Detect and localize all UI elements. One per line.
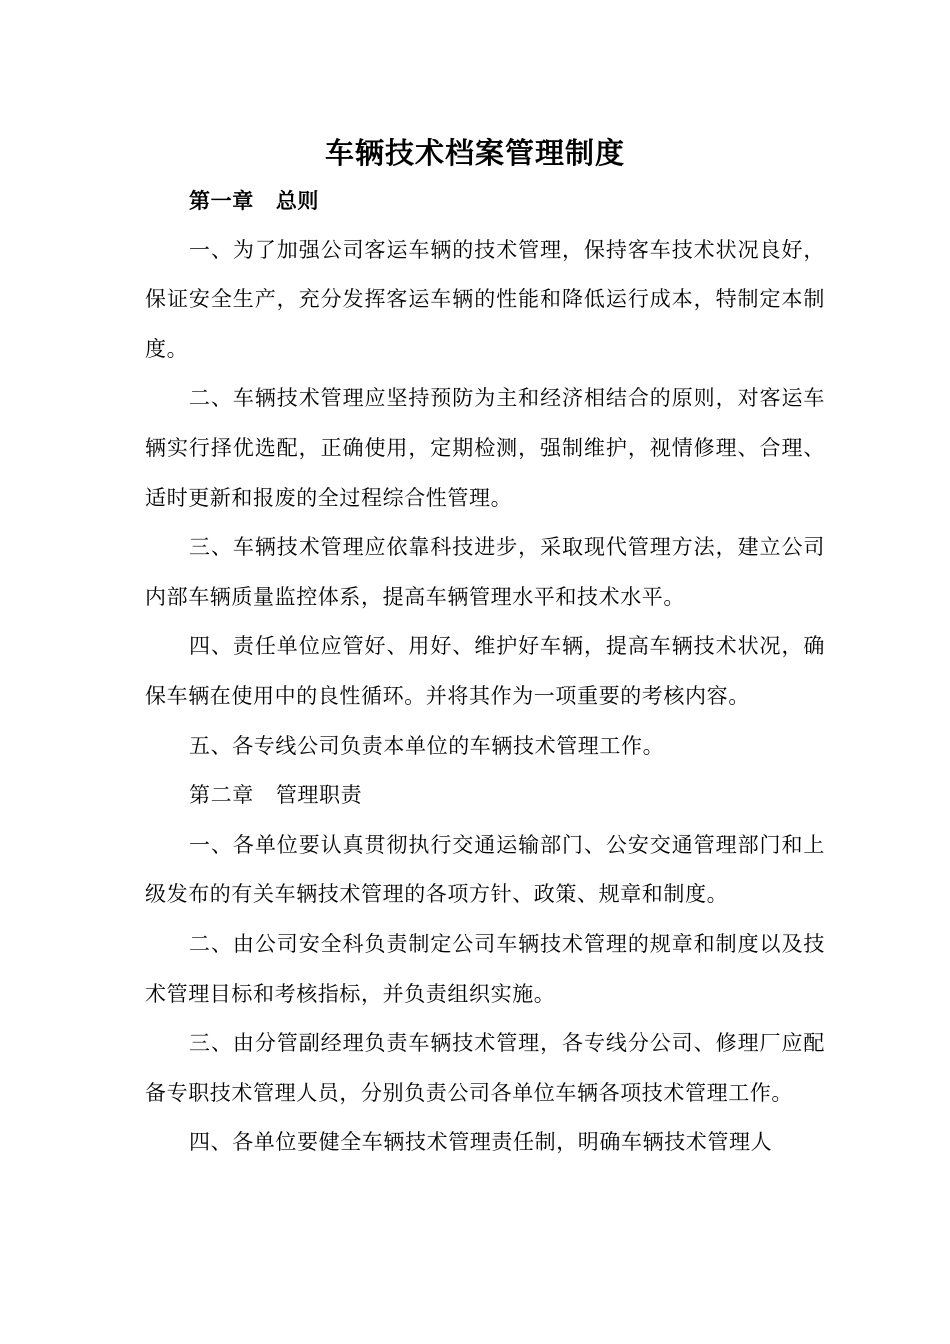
chapter-1-heading <box>145 176 825 226</box>
chapter-2-paragraph-4: 四、各单位要健全车辆技术管理责任制，明确车辆技术管理人 <box>189 1130 773 1155</box>
document-title: 车辆技术档案管理制度 <box>324 136 625 170</box>
chapter-2-paragraph-3: 三、由分管副经理负责车辆技术管理，各专线分公司、修理厂应配备专职技术管理人员，分别负责公司各单位车辆各项技术管理工作。 <box>145 1031 825 1105</box>
chapter-2-heading <box>145 771 825 821</box>
chapter-1-paragraph-3: 三、车辆技术管理应依靠科技进步，采取现代管理方法，建立公司内部车辆质量监控体系，提高车辆管理水平和技术水平。 <box>145 535 825 609</box>
chapter-1-paragraph-1: 一、为了加强公司客运车辆的技术管理，保持客车技术状况良好，保证安全生产，充分发挥客运车辆的性能和降低运行成本，特制定本制度。 <box>145 237 825 361</box>
document-body <box>145 176 825 1168</box>
chapter-1-paragraph-2: 二、车辆技术管理应坚持预防为主和经济相结合的原则，对客运车辆实行择优选配，正确使用，定期检测，强制维护，视情修理、合理、适时更新和报废的全过程综合性管理。 <box>145 386 825 510</box>
chapter-1-number: 第一章 <box>189 188 254 213</box>
chapter-2-name: 管理职责 <box>275 783 363 808</box>
chapter-2-paragraph-2: 二、由公司安全科负责制定公司车辆技术管理的规章和制度以及技术管理目标和考核指标，并负责组织实施。 <box>145 931 825 1006</box>
chapter-1-paragraph-5: 五、各专线公司负责本单位的车辆技术管理工作。 <box>189 733 665 758</box>
chapter-2-number: 第二章 <box>189 783 254 808</box>
chapter-1-name: 总则 <box>275 188 320 213</box>
chapter-2-paragraph-1: 一、各单位要认真贯彻执行交通运输部门、公安交通管理部门和上级发布的有关车辆技术管理的各项方针、政策、规章和制度。 <box>145 832 825 907</box>
chapter-1-paragraph-4: 四、责任单位应管好、用好、维护好车辆，提高车辆技术状况，确保车辆在使用中的良性循环。并将其作为一项重要的考核内容。 <box>145 634 825 708</box>
